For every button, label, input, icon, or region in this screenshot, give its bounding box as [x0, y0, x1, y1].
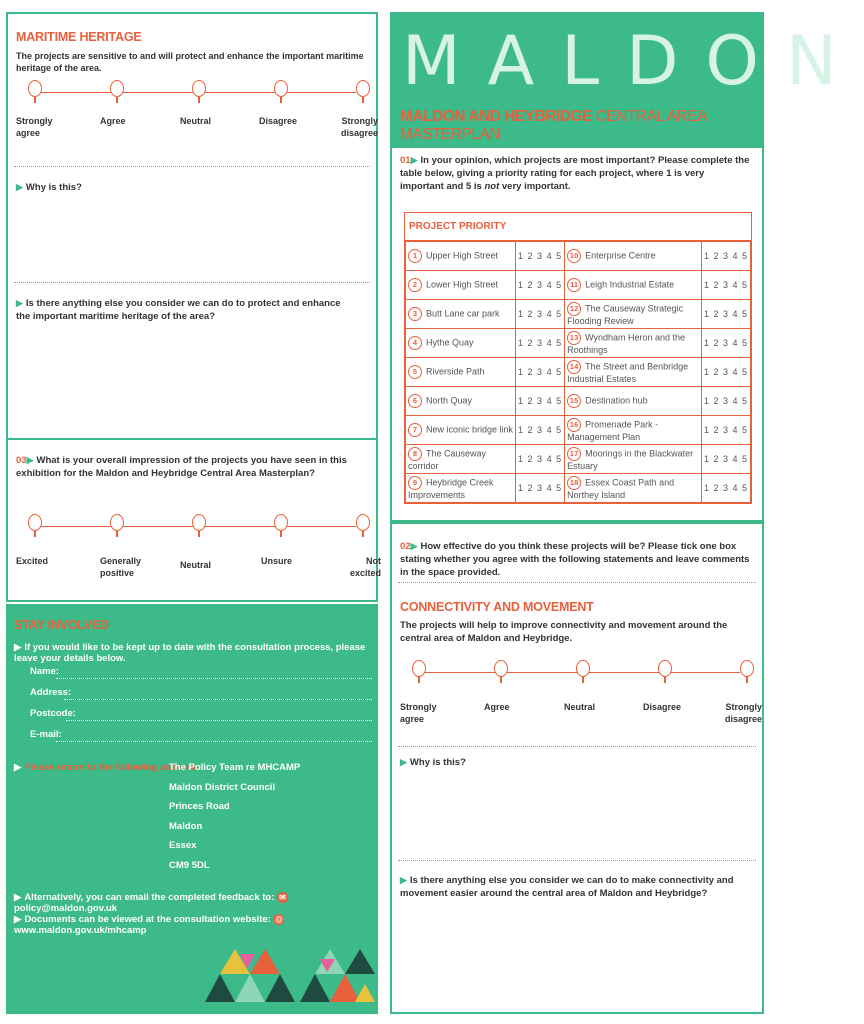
address-line: Maldon: [169, 821, 203, 832]
q02-else-input[interactable]: [400, 908, 756, 1004]
return-label: ▶ Please return to the following address:: [14, 762, 200, 773]
maritime-statement: The projects are sensitive to and will protect and enhance the important maritime heritage of the area.: [16, 51, 364, 74]
stay-intro: ▶ If you would like to be kept up to date with the consultation process, please leave your details below.: [14, 642, 366, 664]
priority-rating[interactable]: 1 2 3 4 5: [516, 300, 565, 329]
scale-label: Strongly disagree: [724, 702, 762, 724]
project-number: 16: [567, 418, 581, 432]
q03-question: 03▶ What is your overall impression of the projects you have seen in this exhibition for the Maldon and Heybridge Central Area Masterplan?: [16, 455, 347, 479]
project-number: 11: [567, 278, 581, 292]
q02-why-input[interactable]: [400, 772, 756, 856]
postcode-input[interactable]: [66, 720, 372, 721]
project-name: [565, 242, 702, 271]
scale-label: Generally positive: [100, 556, 142, 578]
project-label: North Quay: [426, 395, 473, 406]
priority-rating[interactable]: 1 2 3 4 5: [516, 329, 565, 358]
project-label: Destination hub: [585, 395, 648, 406]
scale-label: Not excited: [349, 556, 381, 578]
priority-rating[interactable]: 1 2 3 4 5: [701, 416, 750, 445]
priority-row: [406, 445, 751, 474]
project-number: 10: [567, 249, 581, 263]
project-label: Wyndham Heron and the Roothings: [567, 332, 686, 355]
priority-rating[interactable]: 1 2 3 4 5: [701, 358, 750, 387]
project-number: 9: [408, 476, 422, 490]
maldon-logo: MALDON: [402, 22, 864, 101]
postcode-label: Postcode:: [30, 708, 76, 719]
project-number: 1: [408, 249, 422, 263]
maritime-panel: [6, 12, 381, 602]
priority-rating[interactable]: 1 2 3 4 5: [516, 242, 565, 271]
priority-row: [406, 300, 751, 329]
project-number: 2: [408, 278, 422, 292]
radio-generally-positive[interactable]: [110, 514, 124, 531]
stay-title: STAY INVOLVED: [14, 618, 109, 632]
priority-rating[interactable]: 1 2 3 4 5: [516, 358, 565, 387]
address-label: Address:: [30, 687, 72, 698]
q02-else: ▶ Is there anything else you consider we can do to make connectivity and movement easier around the central area of Maldon and Heybridge?: [400, 875, 734, 899]
priority-row: [406, 416, 751, 445]
project-name: [565, 271, 702, 300]
web-info: ▶ Documents can be viewed at the consultation website: @www.maldon.gov.uk/mhcamp: [14, 914, 283, 937]
project-number: 12: [567, 302, 581, 316]
project-number: 4: [408, 336, 422, 350]
priority-rating[interactable]: 1 2 3 4 5: [701, 474, 750, 503]
maritime-why-input[interactable]: [16, 198, 372, 278]
maritime-else-input[interactable]: [16, 329, 372, 429]
email-link[interactable]: policy@maldon.gov.uk: [14, 903, 118, 915]
priority-rating[interactable]: 1 2 3 4 5: [701, 271, 750, 300]
q02-why: ▶ Why is this?: [400, 757, 466, 768]
radio-agree[interactable]: [110, 80, 124, 97]
priority-rating[interactable]: 1 2 3 4 5: [516, 474, 565, 503]
priority-rating[interactable]: 1 2 3 4 5: [516, 387, 565, 416]
scale-label: Unsure: [261, 556, 293, 566]
radio-neutral[interactable]: [576, 660, 590, 677]
header-banner: [390, 12, 864, 150]
radio-strongly-disagree[interactable]: [356, 80, 370, 97]
project-label: Butt Lane car park: [426, 308, 500, 319]
priority-table-title: PROJECT PRIORITY: [405, 213, 751, 241]
scale-label: Disagree: [643, 702, 682, 712]
project-number: 8: [408, 447, 422, 461]
project-name: [406, 300, 516, 329]
priority-rating[interactable]: 1 2 3 4 5: [516, 271, 565, 300]
radio-not-excited[interactable]: [356, 514, 370, 531]
web-link[interactable]: www.maldon.gov.uk/mhcamp: [14, 925, 147, 937]
project-name: [406, 271, 516, 300]
stay-involved-panel: [6, 604, 378, 1014]
radio-strongly-agree[interactable]: [28, 80, 42, 97]
project-name: [406, 329, 516, 358]
project-name: [406, 474, 516, 503]
scale-label: Agree: [100, 116, 126, 126]
project-number: 5: [408, 365, 422, 379]
project-label: Moorings in the Blackwater Estuary: [567, 448, 694, 471]
project-name: [565, 474, 702, 503]
priority-row: [406, 329, 751, 358]
connectivity-statement: The projects will help to improve connectivity and movement around the central area of Maldon and Heybridge.: [400, 620, 728, 644]
project-label: New iconic bridge link: [426, 424, 514, 435]
project-name: [565, 358, 702, 387]
priority-rating[interactable]: 1 2 3 4 5: [516, 416, 565, 445]
decorative-pattern-icon: [200, 944, 380, 1004]
project-label: Promenade Park - Management Plan: [567, 419, 659, 442]
project-number: 13: [567, 331, 581, 345]
radio-strongly-disagree[interactable]: [740, 660, 754, 677]
address-line: Princes Road: [169, 801, 230, 812]
address-line: CM9 5DL: [169, 860, 210, 871]
priority-rating[interactable]: 1 2 3 4 5: [516, 445, 565, 474]
project-label: Enterprise Centre: [585, 250, 656, 261]
project-name: [406, 242, 516, 271]
maritime-scale: [22, 80, 368, 102]
project-label: Upper High Street: [426, 250, 499, 261]
globe-icon: @: [275, 915, 283, 924]
project-label: Leigh Industrial Estate: [585, 279, 675, 290]
q03-scale-labels: [16, 556, 381, 586]
project-number: 17: [567, 447, 581, 461]
project-label: Hythe Quay: [426, 337, 474, 348]
masterplan-subtitle: MALDON AND HEYBRIDGE CENTRAL AREA MASTERPLAN: [400, 108, 707, 143]
q01-panel: [390, 148, 764, 522]
project-label: Essex Coast Path and Northey Island: [567, 477, 675, 500]
project-label: The Causeway corridor: [408, 448, 487, 471]
q02-panel: [390, 522, 764, 1014]
radio-unsure[interactable]: [274, 514, 288, 531]
priority-table: [404, 212, 752, 504]
priority-row: [406, 242, 751, 271]
maritime-scale-labels: [16, 116, 378, 146]
project-name: [565, 416, 702, 445]
name-label: Name:: [30, 666, 60, 677]
q03-scale: [22, 514, 368, 536]
project-label: The Causeway Strategic Flooding Review: [567, 303, 684, 326]
project-name: [565, 387, 702, 416]
scale-label: Neutral: [180, 116, 212, 126]
priority-rating[interactable]: 1 2 3 4 5: [701, 329, 750, 358]
project-number: 14: [567, 360, 581, 374]
scale-label: Disagree: [259, 116, 298, 126]
address-line: Maldon District Council: [169, 782, 276, 793]
priority-grid: [405, 241, 751, 503]
maritime-why: ▶ Why is this?: [16, 182, 82, 193]
maritime-title: MARITIME HERITAGE: [16, 30, 142, 44]
priority-row: [406, 358, 751, 387]
address-line: Essex: [169, 840, 197, 851]
project-number: 15: [567, 394, 581, 408]
priority-row: [406, 387, 751, 416]
radio-excited[interactable]: [28, 514, 42, 531]
scale-label: Neutral: [564, 702, 596, 712]
scale-label: Strongly agree: [16, 116, 53, 138]
name-input[interactable]: [56, 678, 372, 679]
project-name: [406, 416, 516, 445]
q02-scale: [406, 660, 752, 682]
project-name: [406, 445, 516, 474]
address-line: The Policy Team re MHCAMP: [169, 762, 301, 773]
radio-strongly-agree[interactable]: [412, 660, 426, 677]
email-icon: ✉: [277, 892, 288, 903]
email-input[interactable]: [56, 741, 372, 742]
priority-row: [406, 271, 751, 300]
project-name: [565, 329, 702, 358]
project-name: [406, 358, 516, 387]
project-number: 3: [408, 307, 422, 321]
priority-rating[interactable]: 1 2 3 4 5: [701, 387, 750, 416]
priority-row: [406, 474, 751, 503]
address-input[interactable]: [64, 699, 372, 700]
maritime-else: ▶ Is there anything else you consider we can do to protect and enhance the important maritime heritage of the area?: [16, 298, 341, 322]
scale-label: Strongly disagree: [340, 116, 378, 138]
project-name: [406, 387, 516, 416]
q02-scale-labels: [400, 702, 762, 732]
radio-agree[interactable]: [494, 660, 508, 677]
email-info: ▶ Alternatively, you can email the completed feedback to: ✉policy@maldon.gov.uk: [14, 892, 378, 914]
project-label: Heybridge Creek Improvements: [408, 477, 494, 500]
radio-disagree[interactable]: [274, 80, 288, 97]
email-label: E-mail:: [30, 729, 62, 740]
project-number: 6: [408, 394, 422, 408]
radio-disagree[interactable]: [658, 660, 672, 677]
connectivity-title: CONNECTIVITY AND MOVEMENT: [400, 600, 594, 614]
priority-rating[interactable]: 1 2 3 4 5: [701, 300, 750, 329]
project-number: 7: [408, 423, 422, 437]
scale-label: Agree: [484, 702, 510, 712]
project-name: [565, 300, 702, 329]
scale-label: Neutral: [180, 560, 212, 570]
project-label: Riverside Path: [426, 366, 485, 377]
q02-question: 02▶ How effective do you think these projects will be? Please tick one box stating whether you agree with the following statements and leave comments in the space provided.: [400, 541, 750, 578]
radio-neutral[interactable]: [192, 514, 206, 531]
radio-neutral[interactable]: [192, 80, 206, 97]
project-number: 18: [567, 476, 581, 490]
priority-rating[interactable]: 1 2 3 4 5: [701, 445, 750, 474]
scale-label: Excited: [16, 556, 49, 566]
q01-question: 01▶ In your opinion, which projects are most important? Please complete the table below, giving a priority rating for each project, where 1 is very important and 5 is not very important.: [400, 155, 750, 192]
scale-label: Strongly agree: [400, 702, 437, 724]
project-name: [565, 445, 702, 474]
project-label: Lower High Street: [426, 279, 499, 290]
project-label: The Street and Benbridge Industrial Estates: [567, 361, 689, 384]
priority-rating[interactable]: 1 2 3 4 5: [701, 242, 750, 271]
